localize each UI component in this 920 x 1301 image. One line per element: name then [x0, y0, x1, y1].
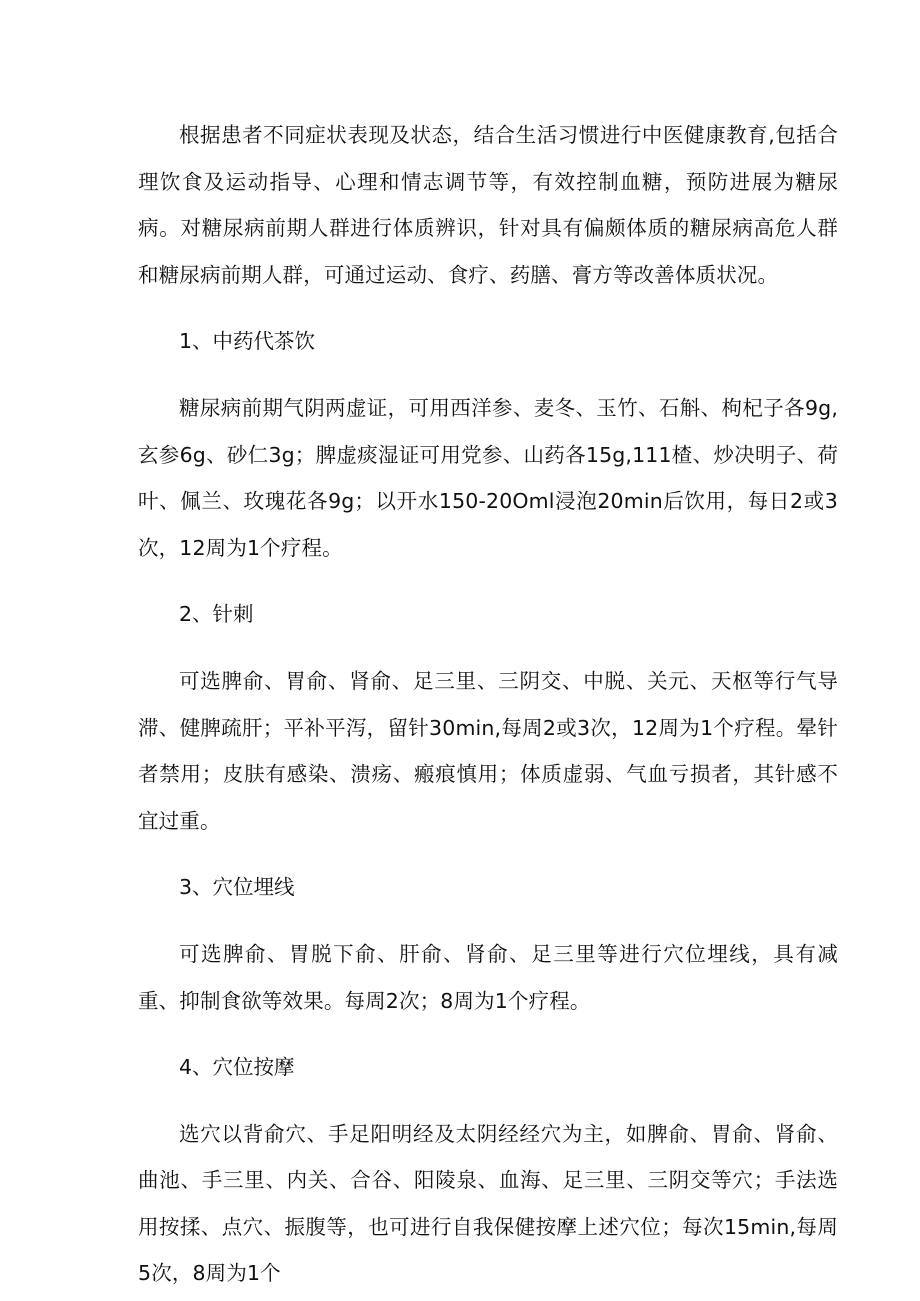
section-body-tea: 糖尿病前期气阴两虚证，可用西洋参、麦冬、玉竹、石斛、枸杞子各9g,玄参6g、砂仁3g；脾虚痰湿证可用党参、山药各15g,111楂、炒决明子、荷叶、佩兰、玫瑰花各9g；以开水150-20Oml浸泡20min后饮用，每日2或3次，12周为1个疗程。	[138, 395, 838, 560]
section-body-acupoint-massage: 选穴以背俞穴、手足阳明经及太阴经经穴为主，如脾俞、胃俞、肾俞、曲池、手三里、内关、合谷、阳陵泉、血海、足三里、三阴交等穴；手法选用按揉、点穴、振腹等，也可进行自我保健按摩上述穴位；每次15min,每周5次，8周为1个	[138, 1121, 838, 1286]
section-heading-acupuncture: 2、针刺	[179, 602, 254, 627]
spacer	[138, 911, 838, 931]
spacer	[138, 298, 838, 318]
spacer	[138, 638, 838, 658]
spacer	[138, 365, 838, 385]
section-heading-catgut-embedding: 3、穴位埋线	[179, 875, 295, 900]
spacer	[138, 571, 838, 591]
spacer	[138, 1091, 838, 1111]
section-body-catgut-embedding: 可选脾俞、胃脱下俞、肝俞、肾俞、足三里等进行穴位埋线，具有减重、抑制食欲等效果。每周2次；8周为1个疗程。	[138, 941, 838, 1013]
section-heading-tea: 1、中药代茶饮	[179, 329, 316, 354]
intro-paragraph: 根据患者不同症状表现及状态，结合生活习惯进行中医健康教育,包括合理饮食及运动指导、心理和情志调节等，有效控制血糖，预防进展为糖尿病。对糖尿病前期人群进行体质辨识，针对具有偏颇体质的糖尿病高危人群和糖尿病前期人群，可通过运动、食疗、药膳、膏方等改善体质状况。	[138, 123, 838, 287]
spacer	[138, 1024, 838, 1044]
document-body	[138, 112, 838, 1297]
spacer	[138, 844, 838, 864]
section-body-acupuncture: 可选脾俞、胃俞、肾俞、足三里、三阴交、中脱、关元、天枢等行气导滞、健脾疏肝；平补平泻，留针30min,每周2或3次，12周为1个疗程。晕针者禁用；皮肤有感染、溃疡、瘢痕慎用；体质虚弱、气血亏损者，其针感不宜过重。	[138, 668, 838, 833]
section-heading-acupoint-massage: 4、穴位按摩	[179, 1055, 295, 1080]
